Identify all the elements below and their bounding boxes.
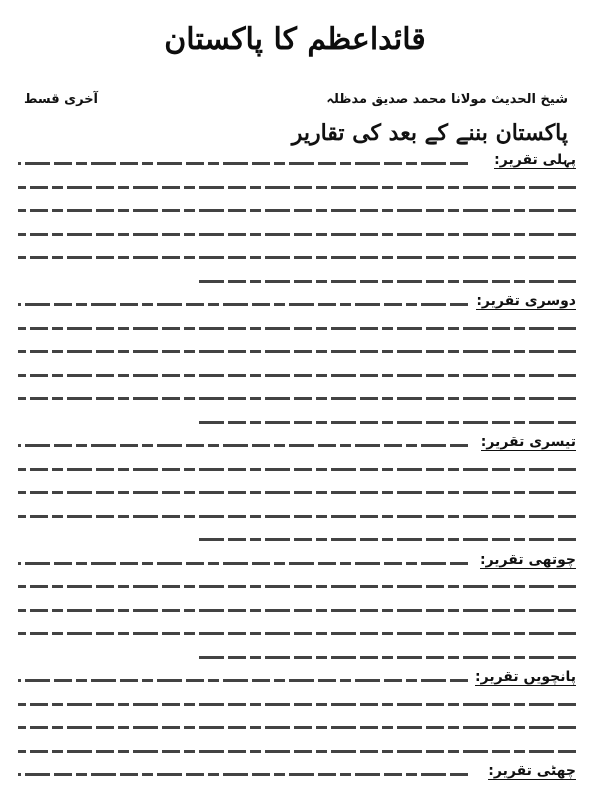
speech-2 (18, 293, 576, 434)
speech-heading: پہلی تقریر: (494, 152, 576, 168)
speech-heading: تیسری تقریر: (480, 434, 576, 450)
speech-heading: پانچویں تقریر: (475, 669, 576, 685)
speech-heading: چوتھی تقریر: (479, 551, 576, 568)
speech-5 (18, 669, 576, 763)
installment-label: آخری قسط (24, 92, 99, 107)
speech-heading: دوسری تقریر: (476, 293, 576, 309)
article-body (18, 152, 576, 787)
article-meta (24, 92, 568, 107)
section-title: پاکستان بننے کے بعد کی تقاریر (291, 120, 568, 146)
speech-4 (18, 552, 576, 670)
speech-heading: چھٹی تقریر: (488, 763, 576, 779)
speech-1 (18, 152, 576, 293)
speech-6 (18, 763, 576, 787)
article-title: قائداعظم کا پاکستان (164, 22, 426, 57)
speech-3 (18, 434, 576, 552)
author-name: شیخ الحدیث مولانا محمد صدیق مدظلہ (326, 92, 568, 107)
